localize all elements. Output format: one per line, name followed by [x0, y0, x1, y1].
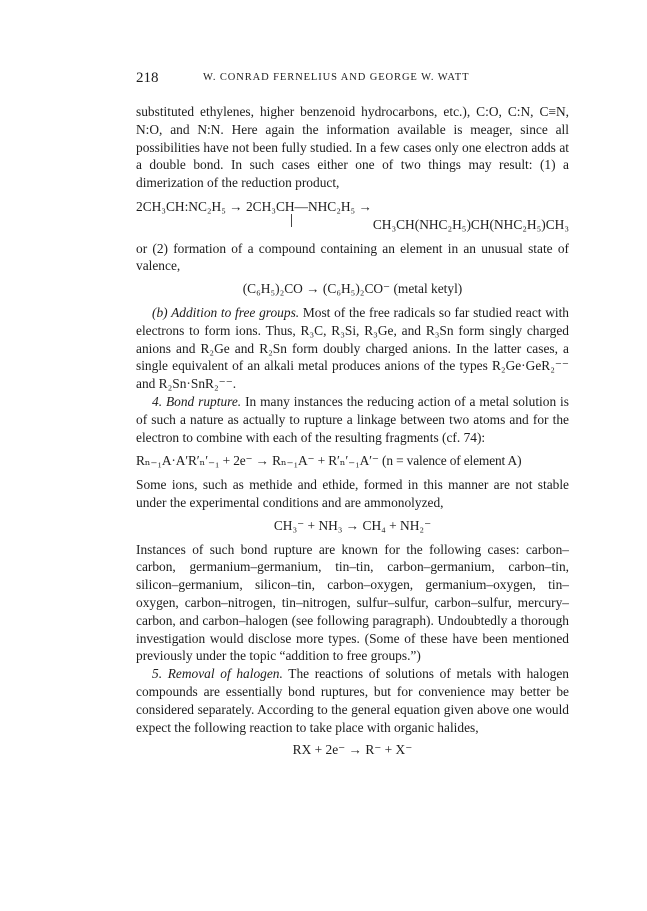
- equation-dimerization-line2: [136, 216, 569, 234]
- paragraph-ammonolysis: Some ions, such as methide and ethide, formed in this manner are not stable under the experimental conditions and are ammonolyzed,: [136, 477, 569, 510]
- page-number: 218: [136, 70, 159, 86]
- equation-organic-halides: RX + 2e⁻ → R⁻ + X⁻: [292, 742, 413, 758]
- running-head: W. CONRAD FERNELIUS AND GEORGE W. WATT: [203, 72, 470, 83]
- equation-bond-rupture: Rₙ₋₁A·A′R′ₙ′₋₁ + 2e⁻ → Rₙ₋₁A⁻ + R′ₙ′₋₁A′⁻ (n = valence of element A): [136, 453, 522, 469]
- section-heading-removal-halogen: 5. Removal of halogen.: [152, 666, 283, 682]
- paragraph-free-groups: [136, 304, 569, 393]
- paragraph-removal-halogen-text: The reactions of solutions of metals with halogen compounds are essentially bond ruptures, but for convenience may better be considered separately. According to the general equation given above one would expect the following reaction to take place with organic halides,: [136, 666, 570, 735]
- page-header: [136, 70, 576, 90]
- paragraph-free-groups-text: Most of the free radicals so far studied react with electrons to form ions. Thus, R₃C, R₃Si, R₃Ge, and R₃Sn form singly charged anions and R₂Ge and R₂Sn form doubly charged anions. In the latter cases, a single equivalent of an alkali metal produces anions of the types R₂Ge·GeR₂⁻⁻ and R₂Sn·SnR₂⁻⁻.: [136, 304, 569, 392]
- paragraph-continuation: substituted ethylenes, higher benzenoid hydrocarbons, etc.), C:O, C:N, C≡N, N:O, and N:N. Here again the information available is meager, since all possibilities have not been fully studied. In a few cases only one electron adds at a double bond. In such cases either one of two things may result: (1) a dimerization of the reduction product,: [136, 104, 569, 191]
- section-heading-bond-rupture: 4. Bond rupture.: [152, 393, 242, 409]
- equation-metal-ketyl: (C₆H₅)₂CO → (C₆H₅)₂CO⁻ (metal ketyl): [242, 281, 463, 297]
- paragraph-removal-halogen: [136, 665, 569, 736]
- equation-dimerization-line1: 2CH₃CH:NC₂H₅ → 2CH₃CH—NHC₂H₅ →: [136, 198, 372, 214]
- paragraph-bond-rupture: [136, 393, 569, 446]
- bond-line: [291, 214, 292, 227]
- paragraph-unusual-valence: or (2) formation of a compound containing an element in an unusual state of valence,: [136, 240, 569, 274]
- equation-dimerization-product: CH₃CH(NHC₂H₅)CH(NHC₂H₅)CH₃: [372, 216, 569, 232]
- paragraph-bond-rupture-text: In many instances the reducing action of a metal solution is of such a nature as actually to rupture a linkage between two atoms and for the electron to combine with each of the resulting fragments (cf. 74):: [136, 393, 569, 445]
- section-heading-free-groups: (b) Addition to free groups.: [152, 304, 300, 320]
- equation-ammonolysis: CH₃⁻ + NH₃ → CH₄ + NH₂⁻: [273, 517, 432, 533]
- paragraph-bond-rupture-cases: Instances of such bond rupture are known for the following cases: carbon–carbon, germanium–germanium, tin–tin, carbon–germanium, carbon–tin, silicon–germanium, silicon–tin, carbon–oxygen, germanium–oxygen, tin–oxygen, carbon–nitrogen, tin–nitrogen, sulfur–sulfur, carbon–sulfur, mercury–carbon, and carbon–halogen (see following paragraph). Undoubtedly a thorough investigation would disclose more types. (Some of these have been mentioned previously under the topic “addition to free groups.”): [136, 541, 569, 664]
- body-text: [136, 103, 569, 765]
